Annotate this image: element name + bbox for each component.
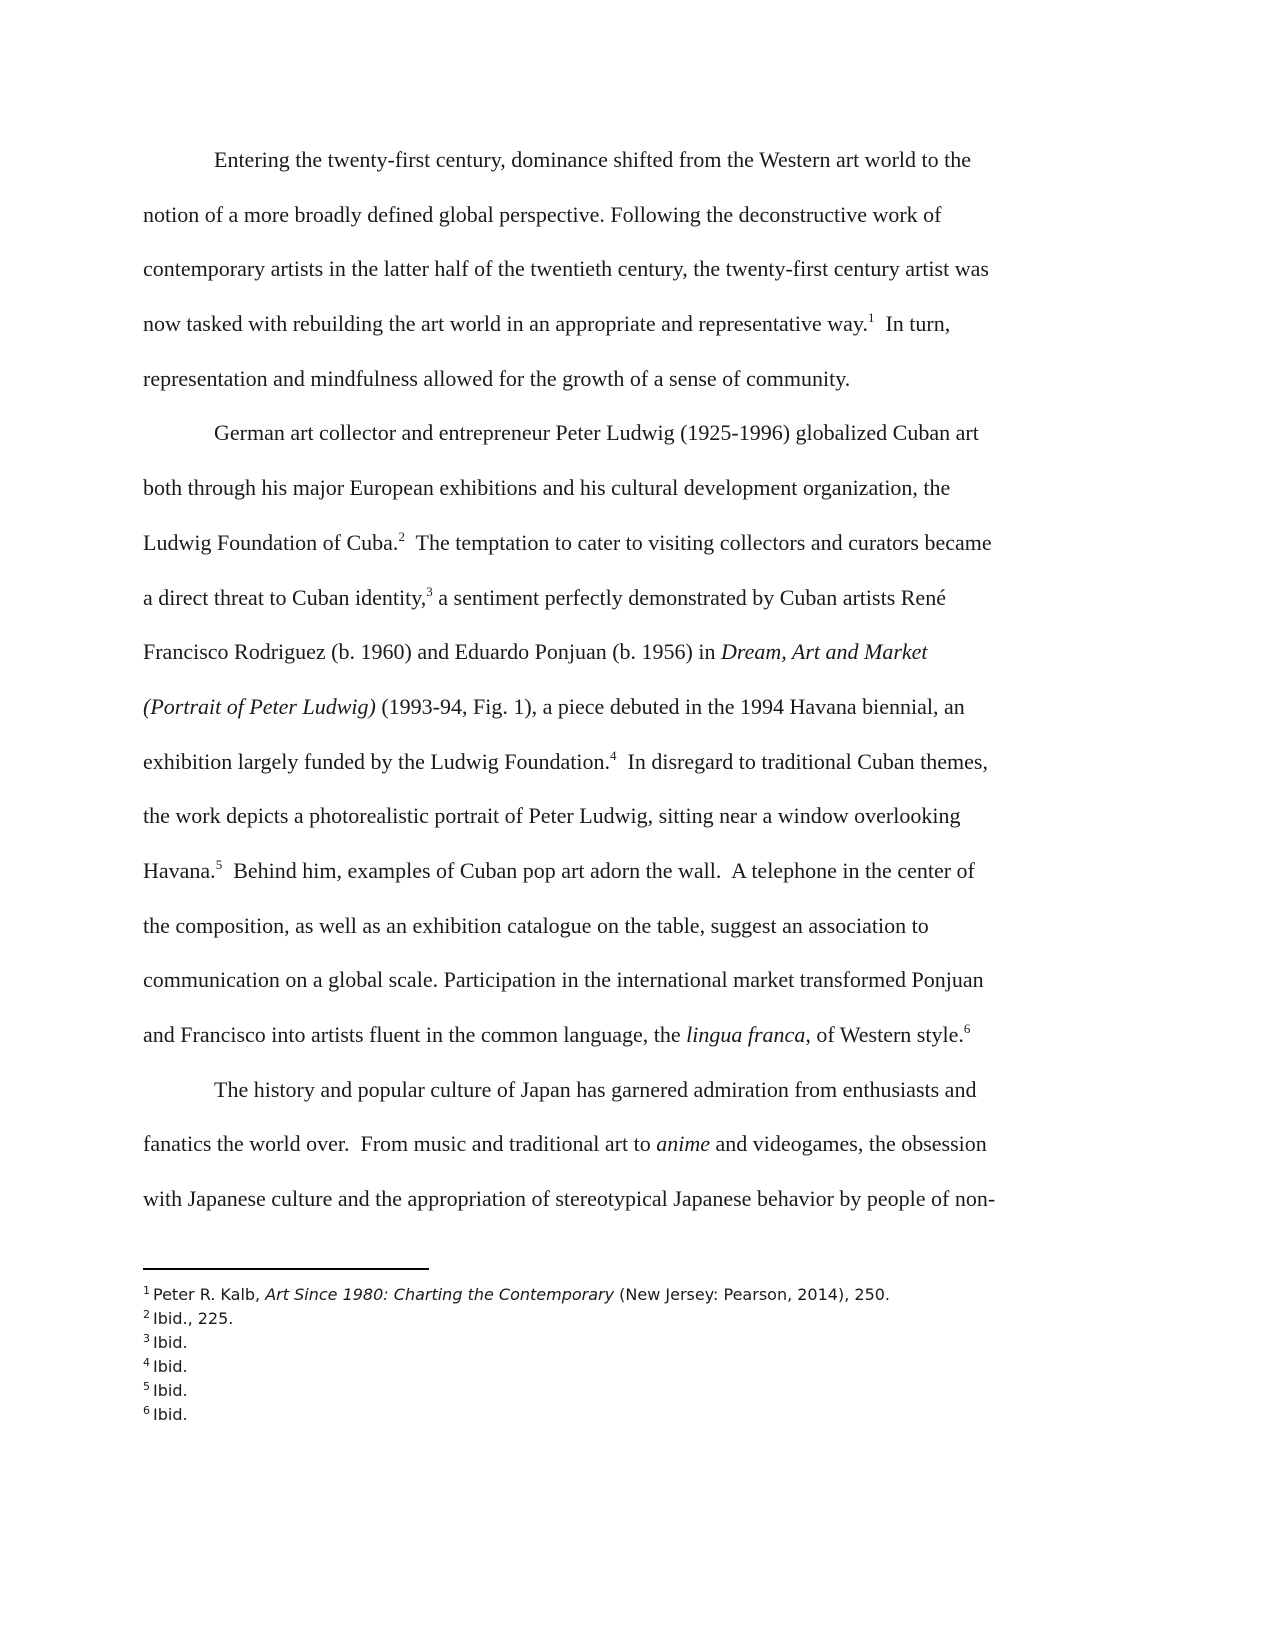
text-run: Entering the twenty-first century, dominance shifted from the Western art world to the xyxy=(214,147,972,172)
footnote-text: Peter R. Kalb, xyxy=(153,1285,266,1304)
paragraph-3-line-1 xyxy=(143,1068,1065,1123)
footnote-text: Ibid., 225. xyxy=(153,1309,234,1328)
footnote-number: 4 xyxy=(143,1356,150,1369)
footnotes xyxy=(143,1283,890,1427)
text-run: notion of a more broadly defined global perspective. Following the deconstructive work of xyxy=(143,201,942,227)
footnote-text: Ibid. xyxy=(153,1357,188,1376)
paragraph-1-line-5 xyxy=(143,357,1065,412)
footnote-ref-6[interactable]: 6 xyxy=(963,1021,971,1036)
paragraph-2-line-6 xyxy=(143,685,1065,740)
text-run: In disregard to traditional Cuban themes, xyxy=(616,748,988,774)
paragraph-2-line-3 xyxy=(143,521,1065,576)
body-text xyxy=(143,138,1065,1232)
paragraph-1-line-3 xyxy=(143,247,1065,302)
paragraph-1-line-2 xyxy=(143,193,1065,248)
artwork-title: Dream, Art and Market xyxy=(721,639,928,665)
footnote-number: 3 xyxy=(143,1332,150,1345)
footnote-6 xyxy=(143,1403,890,1427)
footnote-ref-2[interactable]: 2 xyxy=(398,528,405,544)
paragraph-1-line-4 xyxy=(143,302,1065,357)
text-run: a sentiment perfectly demonstrated by Cuban artists René xyxy=(432,584,946,610)
italic-term: anime xyxy=(656,1131,710,1157)
footnote-number: 6 xyxy=(143,1404,150,1417)
paragraph-2-line-5 xyxy=(143,630,1065,685)
footnote-ref-5[interactable]: 5 xyxy=(215,856,223,872)
paragraph-3-line-3 xyxy=(143,1177,1065,1232)
text-run: In turn, xyxy=(874,311,951,337)
paragraph-2-line-9 xyxy=(143,849,1065,904)
paragraph-2-line-8 xyxy=(143,794,1065,849)
text-run: Havana. xyxy=(143,857,216,883)
text-run: representation and mindfulness allowed for the growth of a sense of community. xyxy=(143,365,851,391)
footnote-1 xyxy=(143,1283,890,1307)
footnote-book-title: Art Since 1980: Charting the Contemporary xyxy=(265,1285,615,1304)
footnote-text: Ibid. xyxy=(153,1333,188,1352)
text-run: communication on a global scale. Participation in the international market transformed Ponjuan xyxy=(143,967,984,993)
paragraph-3-line-2 xyxy=(143,1122,1065,1177)
footnote-ref-3[interactable]: 3 xyxy=(426,583,433,599)
italic-term: lingua franca xyxy=(686,1022,806,1047)
footnote-text: Ibid. xyxy=(153,1381,188,1400)
footnote-number: 2 xyxy=(143,1308,150,1321)
text-run: contemporary artists in the latter half of the twentieth century, the twenty-first century artist was xyxy=(143,256,989,282)
text-run: The temptation to cater to visiting collectors and curators became xyxy=(404,529,992,555)
footnote-ref-4[interactable]: 4 xyxy=(610,747,617,763)
text-run: fanatics the world over. From music and traditional art to xyxy=(143,1131,657,1157)
text-run: Behind him, examples of Cuban pop art adorn the wall. A telephone in the center of xyxy=(222,857,975,883)
paragraph-1-line-1 xyxy=(143,138,1065,193)
text-run: , of Western style. xyxy=(805,1022,964,1047)
text-run: German art collector and entrepreneur Peter Ludwig (1925-1996) globalized Cuban art xyxy=(214,420,979,446)
paragraph-2-line-4 xyxy=(143,576,1065,631)
text-run: and Francisco into artists fluent in the common language, the xyxy=(143,1022,687,1047)
footnote-2 xyxy=(143,1307,890,1331)
paragraph-2-line-11 xyxy=(143,958,1065,1013)
footnote-number: 5 xyxy=(143,1380,150,1393)
text-run: The history and popular culture of Japan has garnered admiration from enthusiasts and xyxy=(214,1076,977,1102)
text-run: Ludwig Foundation of Cuba. xyxy=(143,529,399,555)
paragraph-2-line-12 xyxy=(143,1013,1065,1068)
footnote-separator xyxy=(143,1268,429,1270)
text-run: the work depicts a photorealistic portrait of Peter Ludwig, sitting near a window overlooking xyxy=(143,803,961,829)
footnote-text: Ibid. xyxy=(153,1405,188,1424)
text-run: and videogames, the obsession xyxy=(709,1131,987,1157)
text-run: with Japanese culture and the appropriation of stereotypical Japanese behavior by people of non- xyxy=(143,1186,996,1212)
paragraph-2-line-7 xyxy=(143,740,1065,795)
footnote-4 xyxy=(143,1355,890,1379)
text-run: exhibition largely funded by the Ludwig Foundation. xyxy=(143,748,611,774)
footnote-5 xyxy=(143,1379,890,1403)
footnote-number: 1 xyxy=(143,1284,150,1297)
text-run: (1993-94, Fig. 1), a piece debuted in the 1994 Havana biennial, an xyxy=(375,693,965,719)
paragraph-2-line-10 xyxy=(143,904,1065,959)
text-run: now tasked with rebuilding the art world in an appropriate and representative way. xyxy=(143,311,868,337)
footnote-ref-1[interactable]: 1 xyxy=(867,310,875,326)
text-run: both through his major European exhibitions and his cultural development organization, the xyxy=(143,475,951,501)
text-run: the composition, as well as an exhibition catalogue on the table, suggest an association to xyxy=(143,912,929,938)
text-run: a direct threat to Cuban identity, xyxy=(143,584,427,610)
artwork-title-continued: (Portrait of Peter Ludwig) xyxy=(143,693,376,719)
footnote-3 xyxy=(143,1331,890,1355)
footnote-text: (New Jersey: Pearson, 2014), 250. xyxy=(614,1285,891,1304)
paragraph-2-line-1 xyxy=(143,411,1065,466)
text-run: Francisco Rodriguez (b. 1960) and Eduardo Ponjuan (b. 1956) in xyxy=(143,639,721,665)
paragraph-2-line-2 xyxy=(143,466,1065,521)
